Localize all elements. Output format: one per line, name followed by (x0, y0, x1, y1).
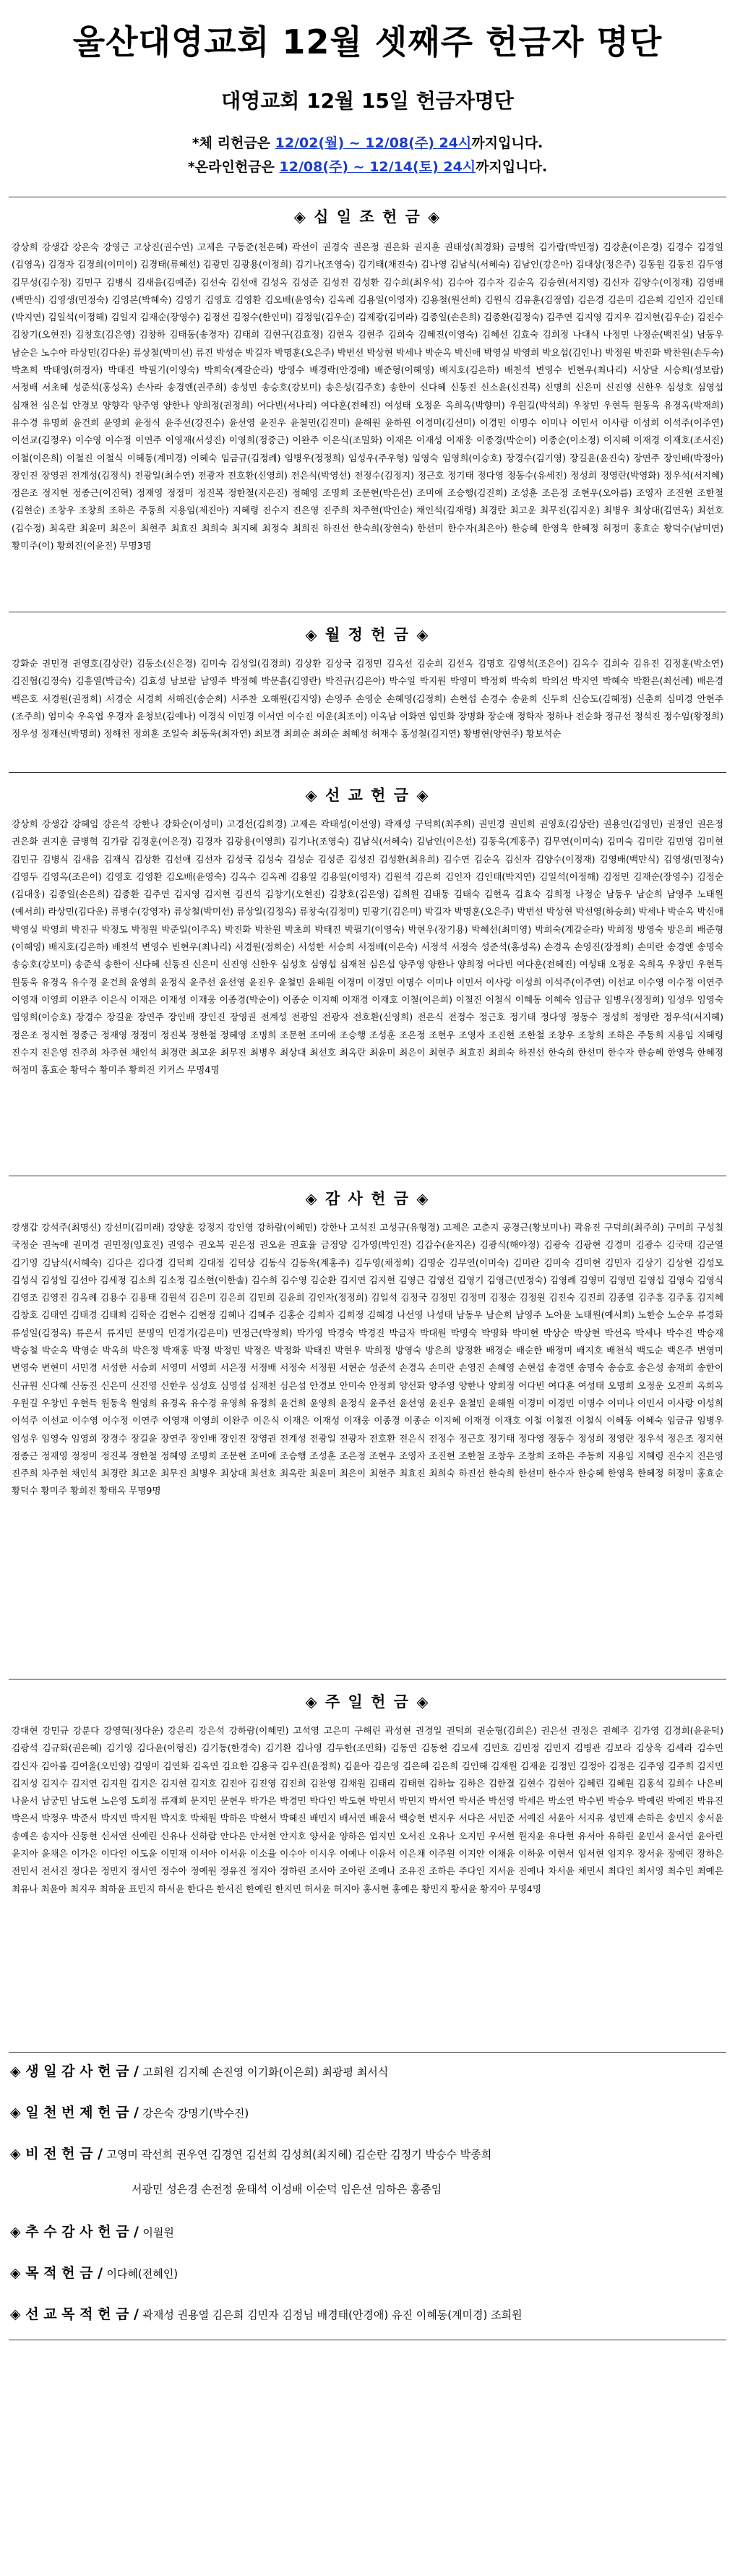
section-heading: ◈ 월 정 헌 금 ◈ (305, 626, 430, 643)
section-heading: ◈ 감 사 헌 금 ◈ (305, 1190, 430, 1207)
offering-label: ◈ 목 적 헌 금 / (10, 2265, 103, 2281)
offering-names: 서광민 성은경 손전정 윤태석 이성배 이순덕 임은선 임하은 홍종임 (132, 2183, 442, 2196)
notice-prefix: *온라인헌금은 (187, 159, 280, 175)
notice-highlight: 12/08(주) ~ 12/14(토) 24시 (279, 159, 476, 175)
section-names: 강상희 강생갑 강혜임 강은석 강한나 강화순(이성미) 고경선(김희경) 고제은 곽태성(이선영) 곽재성 구덕희(최주희) 권민경 권민희 권영호(김상란) 권용인(김영민) 권정인 권은정 권은화 권지훈 금병혁 김가람 김경훈(이은경) 김경자 김광용(이영희) 김기나(조영숙) 김남식(서혜숙) 김남인(이은선) 김동욱(계홍주) 김무연(이미숙) 김미숙 김미란 김민영 김미현 김민규 김병식 김새음 김재식 김상환 김선애 김선자 김성국 김성숙 김성순 김성준 김성진 김성환(최유희) 김수연 김순옥 김신자 김양수(이정재) 김영배(백만식) 김영생(민정숙) 김영두 김영옥(조은이) 김영호 김영환 김오배(윤영숙) 김옥수 김옥례 김용일 김용일(이영자) 김원석 김은희 김인자 김인태(박지연) 김일석(이정해) 김정민 김재순(장영수) 김정순(김대웅) 김종일(손은희) 김종환 김주연 김지영 김지현 김진석 김창기(오현진) 김창호(김은영) 김희원 김태동 김태숙 김현옥 김효숙 김희정 나정순 남동우 남순희 남영주 노태원(예서희) 라상민(김다운) 류병수(강영자) 류상철(박미선) 류상일(김정옥) 류창숙(김정미) 민광기(김은미) 박길자 박명훈(오은주) 박번선 박상현 박선영(하승희) 박세나 박순옥 박신애 박영실 박영희 박진규 박정도 박정원 박준일(이주옥) 박진화 박찬원 박초희 박태진 박필기(이영숙) 박현우(장기용) 박혜선(최미영) 박희숙(계갈순라) 박희정 방영숙 방은희 배준형(이혜영) 배지호(김은하) 배천석 변영수 빈현우(최나리) 서경원(정희순) 서성한 서승희 서정배(이은숙) 서정석 서정숙 성준석(홍성옥) 손경옥 손영진(장정희) 손미란 송경엔 송명숙 송승호(강보미) 송준석 송한이 신다혜 신동진 신은미 신진영 신한우 심성호 심영섭 심재천 심은섭 양주영 양한나 양희정 어다빈 여다훈(전혜진) 여성태 오정운 옥희옥 우창민 우현득 원동욱 유경옥 유수경 윤건희 윤영희 윤정식 윤주선 윤선영 윤진우 윤철민 윤해원 이경미 이경민 이명수 이미나 이민서 이사랑 이성희 이석주(이주연) 이선교 이수영 이수정 이연주 이영재 이영희 이완주 이은식 이재은 이재성 이재웅 이종경(박순이) 이종순 이지혜 이재경 이재호 이철(이은희) 이철진 이철식 이혜동 이혜숙 임금규 임병우(정정희) 임성우 임영숙 임영희(이승호) 장경수 장길윤 장연주 장인배 장인진 장영권 전계성 전광일 전광자 전호환(신영희) 전은식 전정수 정근호 정기태 정다영 정동수 정성희 정영란 정우석(서지혜) 정은조 정지현 정종근 정재영 정정미 정진복 정한철 정혜영 조명희 조문현 조미애 조승행 조성훈 조은정 조현우 조영자 조진현 조한철 조창우 조창희 조하은 주동희 지용임 지혜령 진수지 진은영 진주희 차주현 채인석 최경란 최고운 최무진 최병우 최상대 최선호 최옥란 최윤미 최은이 최현주 최효진 최희숙 하진선 한숙희 한선미 한수자 한승혜 한영욱 한혜정 허정미 홍효순 황덕수 황미주 황희진 키커스 무명4명 (12, 818, 723, 1076)
offering-label: ◈ 생 일 감 사 헌 금 / (10, 2063, 139, 2079)
page-subtitle: 대영교회 12월 15일 헌금자명단 (221, 89, 514, 113)
notice-line-1 (0, 132, 735, 152)
page-title: 울산대영교회 12월 셋째주 헌금자 명단 (72, 22, 663, 61)
list-item (10, 2102, 726, 2121)
notice-suffix: 까지입니다. (476, 159, 548, 175)
section-names: 강대현 강민규 강분다 강영혁(정다운) 강은리 강은석 강하람(이혜민) 고석영 고은미 구해린 곽성현 권경일 권덕희 권순형(김희은) 권은선 권정은 권혜주 김가영 김경희(윤윤덕) 김광석 김규화(권은혜) 김기영 김다윤(이형진) 김기동(한경숙) 김기환 김나영 김두한(조민화) 김동연 김동현 김모세 김민호 김민정 김민지 김병관 김보라 김상욱 김세라 김수민 김신자 김아롬 김여울(오민영) 김영미 김연화 김옥연 김요한 김용국 김우진(윤정희) 김윤아 김은영 김은혜 김은희 김인혜 김재원 김재윤 김정민 김정아 김정은 김주영 김주희 김지민 김지성 김지수 김지연 김지원 김지은 김지현 김지호 김진아 김진영 김진희 김찬영 김채원 김태리 김태현 김하늘 김하은 김한결 김현수 김현아 김혜린 김혜원 김홍석 김희수 나은비 나윤서 남궁민 남도현 노은영 도희정 류재희 문지민 문현우 박가은 박경민 박다인 박도현 박민서 박민지 박서연 박서준 박선영 박세은 박소연 박수빈 박승우 박예린 박예진 박유진 박은서 박정우 박준서 박지민 박지원 박지호 박채원 박하은 박현서 박혜진 배민지 배서연 배윤서 백승현 변지우 서다은 서민준 서예진 서윤아 서지유 성민재 손하은 송민지 송서윤 송예은 송지아 신동현 신서연 신예린 신유나 신하람 안다은 안서현 안지호 양서윤 양하은 엄지민 오서진 오유나 오지민 우서현 원지윤 유다현 유서아 유하린 윤민서 윤서연 윤아린 윤지아 윤채은 이가은 이다인 이도윤 이민재 이서아 이서윤 이소율 이수아 이시우 이예나 이윤서 이은채 이주원 이지안 이채윤 이하윤 이현서 임서현 임지우 장서윤 장예린 장하은 전민서 전서진 정다은 정민지 정서연 정수아 정예원 정유진 정지아 정하린 조서아 조아린 조예나 조유진 조하은 주다인 지서윤 진예나 차서윤 채민서 최다인 최서영 최수민 최예은 최유나 최윤아 최지우 최하윤 표민지 하서윤 한다은 한서진 한예린 한지민 허서윤 허지아 홍서현 홍예은 황민지 황서윤 황지아 무명4명 (12, 1725, 723, 1894)
list-item (10, 2221, 726, 2241)
section-heading: ◈ 주 일 헌 금 ◈ (305, 1693, 430, 1711)
offering-label: ◈ 선 교 목 적 헌 금 / (10, 2306, 139, 2322)
offering-label: ◈ 비 전 헌 금 / (10, 2146, 103, 2162)
section-heading: ◈ 선 교 헌 금 ◈ (305, 787, 430, 804)
section-names: 강화순 권민경 권영호(김상란) 김동소(신은경) 김미숙 김성일(김경희) 김상환 김상국 김정민 김옥선 김순희 김선옥 김명호 김영석(조은이) 김옥수 김희숙 김유진 김정훈(박소연) 김진협(김정숙) 김흥열(박금숙) 김효성 남보람 남영주 박정혜 박문흠(김영란) 박진규(김은아) 박수일 박지원 박영미 박정희 박숙희 박의선 박지연 박혜숙 박환은(최선례) 배은경 백은호 서경원(권정희) 서경순 서경희 서해진(송순희) 서주찬 오해원(김지영) 손영주 손영순 손혜영(김정희) 손현섭 손경수 송윤희 신두희 신승도(김혜정) 신춘희 심미경 안현주(조주희) 엄미숙 우옥엽 우경자 윤청보(김예나) 이경식 이민경 이서연 이수진 이운(최조이) 이옥남 이화연 임민화 장명화 장순애 정학자 정하나 전순화 정규선 정석진 정수임(왕정희) 정우성 정재선(박명희) 정해천 정희훈 조일숙 최동욱(최자연) 최보경 최희순 최희순 최혜성 허재수 홍성철(김지연) 황병현(양현주) 황보석순 (12, 658, 723, 740)
notice-suffix: 까지입니다. (471, 135, 543, 151)
offering-label: ◈ 일 천 번 제 헌 금 / (10, 2105, 139, 2121)
notice-line-2 (0, 156, 735, 176)
offering-label: ◈ 추 수 감 사 헌 금 / (10, 2224, 139, 2240)
notice-prefix: *체 리헌금은 (192, 135, 275, 151)
list-item (10, 2262, 726, 2282)
section-names: 강상희 강생갑 강은숙 강영근 고상진(권수연) 고제은 구동준(천은혜) 곽선이 권경숙 권은정 권은화 권지훈 권태성(최경화) 금병혁 김가람(박민정) 김강훈(이은경) 김경수 김경일(김영옥) 김경자 김경희(이미이) 김경태(류혜선) 김광민 김광용(이정희) 김기나(조영숙) 김기태(채진숙) 김나영 김남식(서혜숙) 김남인(강은아) 김대상(정은주) 김동원 김동진 김두영 김무성(김수정) 김민구 김병식 김새음(김예준) 김선숙 김선애 김성옥 김성준 김성진 김성환 김수희(최우석) 김수아 김수자 김순옥 김승현(서지영) 김신자 김양수(이정재) 김영배(백만식) 김영생(민정숙) 김영본(박혜숙) 김영기 김영호 김영환 김오배(윤영숙) 김옥례 김용일(이영자) 김용철(원선희) 김원식 김유훈(김정엽) 김은경 김은미 김은희 김인자 김인태(박지연) 김일석(이정해) 김일지 김재순(장영수) 김정선 김정수(한인미) 김정임(김우순) 김제광(김미라) 김종일(손은희) 김종환(김정숙) 김주연 김지영 김지우 김지현(김우순) 김진수 김창기(오현진) 김창호(김은영) 김창하 김태동(송경자) 김태희 김현구(김효정) 김현옥 김현주 김희숙 김혜진(이영숙) 김혜선 김효숙 김희정 나대식 나정민 나정순(백진실) 남동우 남순은 노수아 라상민(김다운) 류상철(박미선) 류진 박성순 박길자 박명훈(오은주) 박번선 박상현 박세나 박순옥 박신애 박영실 박영희 박요섭(김인나) 박정원 박진화 박찬원(손두숙) 박초희 박태영(허정자) 박태진 박필기(이영숙) 박희숙(계갈순라) 방영수 배경락(안경애) 배준형(이혜영) 배지호(김은하) 배천석 변영수 빈현우(최나리) 서상달 서승희(성보람) 서정배 서초혜 성준석(홍성옥) 손사라 송경엔(권주희) 송성민 송승호(강보미) 송은성(김주호) 송한이 신다혜 신동진 신소윤(신진목) 신명희 신은미 신진영 신한우 심성호 심영섭 심재천 심은섭 안경보 양향각 양주영 양한나 양희정(권정희) 어다빈(서나리) 여다훈(전혜진) 여성태 오정운 옥희옥(박향미) 우원길(박석희) 우창민 우현득 원동욱 유경옥(박재희) 유수경 유명희 윤건희 윤영희 윤정식 윤주선(강진수) 윤선영 윤진우 윤철민(김진미) 윤해원 윤하원 이경미(김선미) 이경민 이명수 이미나 이민서 이사랑 이성희 이석주(이주연) 이선교(김정우) 이수영 이수정 이연주 이영재(서성진) 이영희(정중근) 이완주 이은식(조밀화) 이재은 이재성 이재웅 이종경(박순이) 이종순(이소정) 이지혜 이재경 이재호(조서진) 이철(이은희) 이철진 이철식 이혜동(계미경) 이혜숙 임금규(김정례) 임병우(정정희) 임성우(주우형) 임영숙 임영희(이승호) 장경수(김기영) 장길윤(윤진숙) 장연주 장인배(박정아) 장인진 장영권 전계성(김정식) 전광일(최수연) 전광자 전호환(신영희) 전은식(박영선) 전정수(김정지) 정근호 정기태 정다영 정동수(유세진) 정성희 정영란(박영화) 정우석(서지혜) 정은조 정지현 정종근(이진혁) 정재영 정정미 정진복 정한철(지은진) 정혜영 조명희 조문현(박은선) 조미애 조승행(김진희) 조성훈 조은정 조현우(오아름) 조영자 조진현 조한철(김현순) 조창우 조창희 조하은 주동희 지용임(제진아) 지혜령 진수지 진은영 진주희 차주현(박인순) 채인석(김재령) 최경란 최고운 최무진(김지운) 최병우 최상대(김연옥) 최선호(김수정) 최옥란 최윤미 최은이 최현주 최효진 최희숙 최지혜 최정숙 최희진 하진선 한숙희(장현숙) 한선미 한수자(최은아) 한승혜 한영욱 한혜정 허정미 홍효순 황덕수(남미연) 황미주(이) 황희진(이윤진) 무명3명 (12, 241, 723, 552)
offering-names: 이다혜(전혜인) (106, 2267, 179, 2280)
offering-names: 고영미 곽선희 권우연 김경연 김선희 김성희(최지혜) 김순란 김정기 박승수 박종희 (106, 2148, 492, 2161)
divider (9, 772, 726, 773)
offering-names: 곽재성 권용열 김은희 김민자 김정님 배경태(안경애) 유진 이혜동(계미경) 조희원 (142, 2308, 523, 2322)
offering-names: 이월원 (142, 2226, 174, 2239)
offering-names: 강은숙 강명기(박수진) (142, 2107, 249, 2120)
offering-names: 고희원 김지혜 손진영 이기화(이은희) 최광평 최서식 (142, 2066, 389, 2079)
notice-highlight: 12/02(월) ~ 12/08(주) 24시 (275, 135, 472, 151)
list-item (10, 2061, 726, 2080)
divider (9, 2052, 726, 2053)
section-heading: ◈ 십 일 조 헌 금 ◈ (293, 208, 442, 226)
section-names: 강생갑 강석주(최명신) 강선미(김미래) 강양훈 강정지 강인영 강하람(이혜민) 강한나 고석진 고성규(유형경) 고제은 고춘지 공경근(황보미나) 곽유진 구덕희(최주희) 구미희 구성칠 국정순 권녹애 권미경 권민정(임효진) 권영수 권오복 권은정 권오윤 권효율 금정양 김가영(박인진) 김갑수(윤지온) 김광식(해야정) 김광숙 김광현 김경미 김광수 김국태 김군열 김기영 김남식(서혜숙) 김다은 김다경 김덕희 김대정 김덕상 김동식 김동욱(계홍주) 김두영(채정희) 김명순 김무연(이미숙) 김미란 김미숙 김미현 김민자 김상기 김상현 김성모 김성식 김성일 김선아 김세정 김소희 김소정 김소현(이한솔) 김수희 김수영 김순환 김지연 김지현 김영근 김영선 김영기 김영근(민정숙) 김영례 김영미 김영민 김영섭 김영숙 김영식 김영조 김영진 김옥례 김용수 김용태 김원석 김은미 김은희 김민희 김윤희 김인자(정정희) 김일석 김정국 김정민 김정미 김정순 김정원 김진숙 김진희 김종열 김주흥 김주홍 김지혜 김창호 김태연 김태경 김태희 김학순 김현수 김현정 김혜나 김혜주 김홍순 김희자 김희정 김혜경 나선영 나성태 남동우 남순희 남영주 노아윤 노태원(예서희) 노한승 노순우 류경화 류성일(김정옥) 류은서 류지민 문명익 민경기(김은미) 민정근(박정희) 박가영 박경숙 박경진 박금자 박대원 박명숙 박명화 박미현 박상순 박상현 박선옥 박세나 박수진 박승재 박승철 박순옥 박영순 박옥희 박은정 박재홍 박정 박정민 박정은 박정화 박태진 박현우 박희정 방영숙 방은희 방정환 배경순 배순한 배정미 배지호 배천석 백도순 백은주 변영미 변영숙 변현미 서민경 서성한 서승희 서영미 서영희 서은정 서정배 서정숙 서정원 서현순 성준석 손경옥 손미란 손영진 손혜영 손현섭 송경엔 송명숙 송승호 송은성 송재희 송한이 신규원 신다혜 신동진 신은미 신진영 신한우 심성호 심영섭 심재천 심은섭 안경보 안미숙 안정희 양선화 양주영 양한나 양희정 어다빈 여다훈 여성태 오명희 오정운 오진희 옥희옥 우원길 우창민 우현득 원동욱 원영희 유경옥 유수경 유영희 유정희 윤건희 윤영희 윤정식 윤주선 윤선영 윤진우 윤철민 윤해원 이경미 이경민 이명수 이미나 이민서 이사랑 이성희 이석주 이선교 이수영 이수정 이연주 이영재 이영희 이완주 이은식 이재은 이재성 이재웅 이종경 이종순 이지혜 이재경 이재호 이철 이철진 이철식 이혜동 이혜숙 임금규 임병우 임성우 임영숙 임영희 장경수 장길윤 장연주 장인배 장인진 장영권 전계성 전광일 전광자 전호환 전은식 전정수 정근호 정기태 정다영 정동수 정성희 정영란 정우석 정은조 정지현 정종근 정재영 정정미 정진복 정한철 정혜영 조명희 조문현 조미애 조승행 조성훈 조은정 조현우 조영자 조진현 조한철 조창우 조창희 조하은 주동희 지용임 지혜령 진수지 진은영 진주희 차주현 채인석 최경란 최고운 최무진 최병우 최상대 최선호 최옥란 최윤미 최은이 최현주 최효진 최희숙 하진선 한숙희 한선미 한수자 한승혜 한영욱 한혜정 허정미 홍효순 황덕수 황미주 황희진 황태옥 무명9명 (12, 1222, 723, 1497)
list-item (10, 2143, 726, 2162)
list-item (10, 2181, 735, 2196)
list-item (10, 2303, 726, 2323)
